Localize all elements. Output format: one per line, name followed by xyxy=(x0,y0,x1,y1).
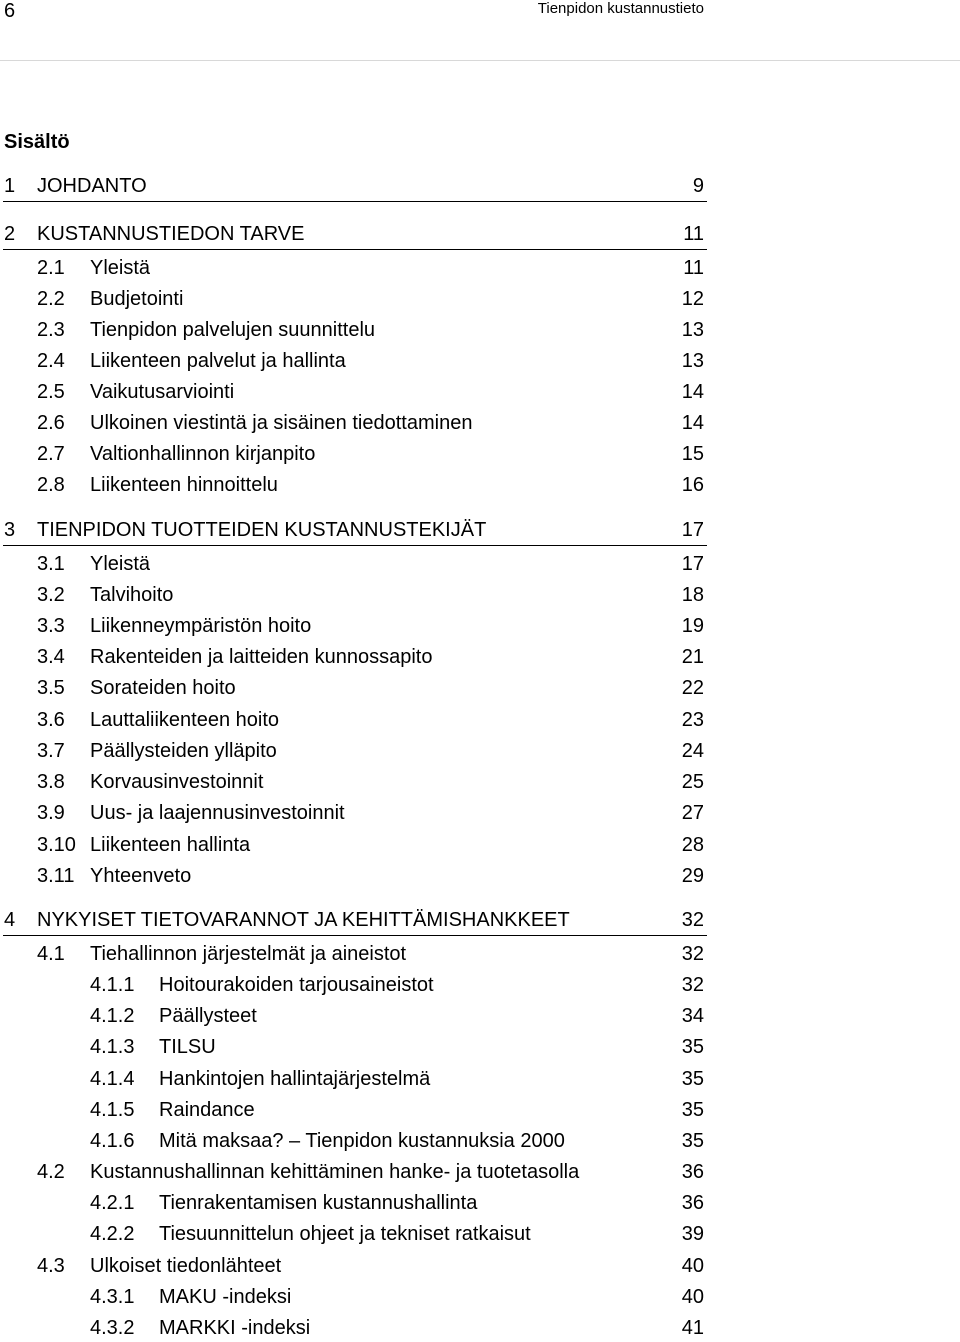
toc-entry-title: Liikenteen hinnoittelu xyxy=(90,474,278,496)
toc-entry-row xyxy=(0,471,704,499)
toc-entry-page: 15 xyxy=(681,443,704,465)
toc-entry-number: 1 xyxy=(4,175,16,197)
toc-entry-page: 23 xyxy=(681,709,704,731)
toc-entry-page: 14 xyxy=(681,381,704,403)
toc-entry-row xyxy=(0,1220,704,1248)
toc-entry-title: Tienrakentamisen kustannushallinta xyxy=(159,1192,478,1214)
toc-entry-title: TIENPIDON TUOTTEIDEN KUSTANNUSTEKIJÄT xyxy=(37,519,487,541)
toc-entry-page: 32 xyxy=(681,909,704,931)
toc-entry-number: 3.9 xyxy=(37,802,65,824)
toc-entry-number: 2.3 xyxy=(37,319,65,341)
toc-entry-title: Vaikutusarviointi xyxy=(90,381,235,403)
toc-entry-page: 11 xyxy=(683,223,704,245)
toc-entry-row xyxy=(0,1252,704,1280)
toc-heading: Sisältö xyxy=(4,131,70,153)
toc-entry-title: TILSU xyxy=(159,1036,216,1058)
toc-entry-title: Ulkoiset tiedonlähteet xyxy=(90,1255,282,1277)
toc-entry-number: 3.6 xyxy=(37,709,65,731)
toc-entry-number: 4 xyxy=(4,909,16,931)
toc-entry-number: 3.2 xyxy=(37,584,65,606)
toc-entry-number: 2 xyxy=(4,223,16,245)
toc-entry-row xyxy=(0,940,704,968)
toc-chapter-row xyxy=(0,172,704,200)
toc-entry-title: Sorateiden hoito xyxy=(90,677,236,699)
toc-entry-page: 9 xyxy=(692,175,704,197)
toc-entry-page: 17 xyxy=(681,553,704,575)
toc-entry-page: 35 xyxy=(681,1068,704,1090)
toc-entry-page: 34 xyxy=(681,1005,704,1027)
toc-entry-number: 2.8 xyxy=(37,474,65,496)
toc-entry-row xyxy=(0,1033,704,1061)
chapter-rule xyxy=(3,249,707,250)
toc-entry-number: 3 xyxy=(4,519,16,541)
toc-entry-number: 4.1.4 xyxy=(90,1068,135,1090)
toc-entry-number: 4.1 xyxy=(37,943,65,965)
toc-entry-number: 4.3 xyxy=(37,1255,65,1277)
toc-entry-page: 13 xyxy=(681,319,704,341)
toc-entry-row xyxy=(0,347,704,375)
toc-entry-title: Päällysteiden ylläpito xyxy=(90,740,277,762)
toc-entry-title: Valtionhallinnon kirjanpito xyxy=(90,443,316,465)
toc-entry-page: 39 xyxy=(681,1223,704,1245)
toc-entry-page: 24 xyxy=(681,740,704,762)
toc-entry-title: Tienpidon palvelujen suunnittelu xyxy=(90,319,376,341)
toc-entry-number: 4.3.2 xyxy=(90,1317,135,1339)
toc-entry-title: Liikenteen palvelut ja hallinta xyxy=(90,350,346,372)
toc-entry-number: 3.3 xyxy=(37,615,65,637)
toc-entry-title: Mitä maksaa? – Tienpidon kustannuksia 2000 xyxy=(159,1130,565,1152)
toc-entry-row xyxy=(0,378,704,406)
toc-entry-row xyxy=(0,737,704,765)
toc-entry-page: 16 xyxy=(681,474,704,496)
toc-entry-number: 3.8 xyxy=(37,771,65,793)
toc-entry-row xyxy=(0,1002,704,1030)
toc-entry-title: Yhteenveto xyxy=(90,865,192,887)
toc-entry-title: Yleistä xyxy=(90,257,151,279)
toc-entry-number: 2.4 xyxy=(37,350,65,372)
toc-entry-title: Hoitourakoiden tarjousaineistot xyxy=(159,974,434,996)
toc-entry-title: Korvausinvestoinnit xyxy=(90,771,264,793)
toc-entry-row xyxy=(0,1189,704,1217)
toc-entry-row xyxy=(0,674,704,702)
chapter-rule xyxy=(3,935,707,936)
toc-entry-number: 4.3.1 xyxy=(90,1286,135,1308)
page-header xyxy=(0,0,960,61)
toc-entry-title: Liikenteen hallinta xyxy=(90,834,251,856)
toc-chapter-row xyxy=(0,220,704,248)
toc-entry-page: 40 xyxy=(681,1255,704,1277)
toc-entry-row xyxy=(0,799,704,827)
toc-entry-title: Uus- ja laajennusinvestoinnit xyxy=(90,802,345,824)
toc-entry-number: 2.2 xyxy=(37,288,65,310)
toc-entry-number: 4.1.6 xyxy=(90,1130,135,1152)
toc-entry-row xyxy=(0,831,704,859)
toc-entry-row xyxy=(0,1158,704,1186)
toc-chapter-row xyxy=(0,516,704,544)
toc-entry-page: 22 xyxy=(681,677,704,699)
chapter-rule xyxy=(3,201,707,202)
toc-entry-row xyxy=(0,581,704,609)
toc-entry-title: Lauttaliikenteen hoito xyxy=(90,709,280,731)
toc-entry-row xyxy=(0,409,704,437)
toc-entry-title: Tiehallinnon järjestelmät ja aineistot xyxy=(90,943,407,965)
toc-entry-title: Kustannushallinnan kehittäminen hanke- ja tuotetasolla xyxy=(90,1161,580,1183)
toc-entry-page: 19 xyxy=(681,615,704,637)
toc-entry-title: MARKKI -indeksi xyxy=(159,1317,311,1339)
toc-entry-page: 13 xyxy=(681,350,704,372)
toc-entry-page: 27 xyxy=(681,802,704,824)
toc-entry-title: Tiesuunnittelun ohjeet ja tekniset ratkaisut xyxy=(159,1223,531,1245)
toc-entry-row xyxy=(0,643,704,671)
toc-entry-number: 4.1.1 xyxy=(90,974,135,996)
toc-entry-number: 4.1.2 xyxy=(90,1005,135,1027)
toc-entry-row xyxy=(0,706,704,734)
toc-entry-row xyxy=(0,285,704,313)
toc-entry-number: 4.1.3 xyxy=(90,1036,135,1058)
toc-entry-row xyxy=(0,862,704,890)
toc-entry-page: 35 xyxy=(681,1099,704,1121)
toc-entry-page: 35 xyxy=(681,1130,704,1152)
toc-entry-number: 3.10 xyxy=(37,834,76,856)
toc-entry-page: 41 xyxy=(681,1317,704,1339)
toc-entry-page: 32 xyxy=(681,974,704,996)
toc-entry-row xyxy=(0,316,704,344)
toc-entry-row xyxy=(0,1127,704,1155)
toc-entry-number: 2.1 xyxy=(37,257,65,279)
toc-entry-number: 3.4 xyxy=(37,646,65,668)
toc-entry-page: 29 xyxy=(681,865,704,887)
page-number: 6 xyxy=(4,0,16,22)
running-title: Tienpidon kustannustieto xyxy=(537,0,704,17)
toc-entry-number: 4.2.2 xyxy=(90,1223,135,1245)
toc-entry-page: 11 xyxy=(683,257,704,279)
toc-entry-page: 14 xyxy=(681,412,704,434)
toc-entry-title: Talvihoito xyxy=(90,584,174,606)
toc-entry-number: 2.5 xyxy=(37,381,65,403)
toc-entry-title: JOHDANTO xyxy=(37,175,147,197)
toc-entry-row xyxy=(0,440,704,468)
toc-entry-page: 28 xyxy=(681,834,704,856)
toc-entry-title: KUSTANNUSTIEDON TARVE xyxy=(37,223,305,245)
toc-entry-row xyxy=(0,1283,704,1311)
toc-entry-row xyxy=(0,768,704,796)
toc-entry-title: Hankintojen hallintajärjestelmä xyxy=(159,1068,431,1090)
toc-entry-number: 4.2 xyxy=(37,1161,65,1183)
toc-entry-title: MAKU -indeksi xyxy=(159,1286,292,1308)
toc-entry-page: 36 xyxy=(681,1192,704,1214)
toc-entry-page: 32 xyxy=(681,943,704,965)
toc-entry-page: 21 xyxy=(681,646,704,668)
toc-entry-number: 3.7 xyxy=(37,740,65,762)
toc-entry-number: 4.1.5 xyxy=(90,1099,135,1121)
toc-entry-row xyxy=(0,971,704,999)
toc-entry-row xyxy=(0,550,704,578)
toc-entry-number: 2.6 xyxy=(37,412,65,434)
toc-entry-page: 18 xyxy=(681,584,704,606)
toc-entry-page: 25 xyxy=(681,771,704,793)
toc-entry-title: Ulkoinen viestintä ja sisäinen tiedottaminen xyxy=(90,412,473,434)
toc-entry-title: Raindance xyxy=(159,1099,255,1121)
toc-entry-title: Liikenneympäristön hoito xyxy=(90,615,312,637)
toc-entry-page: 17 xyxy=(681,519,704,541)
toc-entry-row xyxy=(0,254,704,282)
chapter-rule xyxy=(3,545,707,546)
toc-entry-number: 3.5 xyxy=(37,677,65,699)
toc-entry-title: Päällysteet xyxy=(159,1005,257,1027)
toc-chapter-row xyxy=(0,906,704,934)
toc-entry-number: 4.2.1 xyxy=(90,1192,135,1214)
toc-entry-page: 12 xyxy=(681,288,704,310)
toc-entry-title: Rakenteiden ja laitteiden kunnossapito xyxy=(90,646,433,668)
toc-entry-row xyxy=(0,612,704,640)
toc-entry-page: 36 xyxy=(681,1161,704,1183)
toc-entry-page: 35 xyxy=(681,1036,704,1058)
toc-entry-number: 2.7 xyxy=(37,443,65,465)
toc-entry-number: 3.1 xyxy=(37,553,65,575)
toc-entry-row xyxy=(0,1096,704,1124)
toc-entry-title: Budjetointi xyxy=(90,288,184,310)
toc-entry-page: 40 xyxy=(681,1286,704,1308)
toc-entry-number: 3.11 xyxy=(37,865,75,887)
toc-entry-row xyxy=(0,1065,704,1093)
toc-entry-title: NYKYISET TIETOVARANNOT JA KEHITTÄMISHANKKEET xyxy=(37,909,570,931)
toc-entry-title: Yleistä xyxy=(90,553,151,575)
